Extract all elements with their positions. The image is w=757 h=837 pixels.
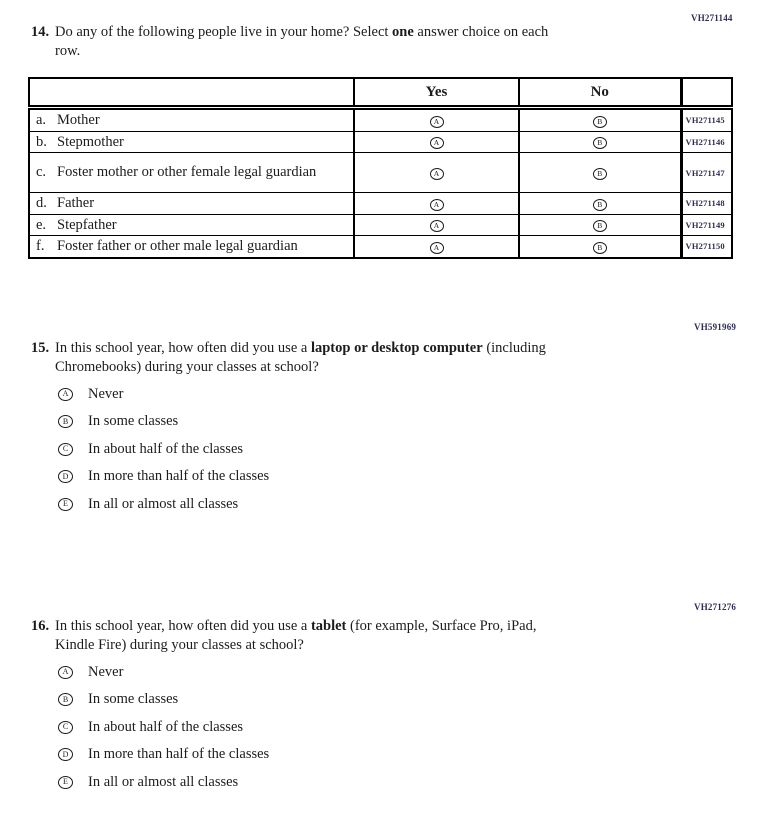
option-more-than-half bbox=[58, 469, 269, 486]
radio-q16-c[interactable]: C bbox=[58, 721, 73, 734]
table-row-mother bbox=[29, 108, 732, 132]
q14-header-code-blank bbox=[681, 78, 732, 108]
item-code-q16: VH271276 bbox=[694, 602, 737, 612]
row-label-text: Stepmother bbox=[57, 133, 124, 150]
q14-table-header-row bbox=[29, 78, 732, 108]
option-label: Never bbox=[88, 663, 124, 680]
radio-no-foster-mother[interactable]: B bbox=[593, 168, 607, 180]
row-letter: c. bbox=[36, 164, 47, 181]
option-label: In about half of the classes bbox=[88, 718, 244, 735]
question-15 bbox=[31, 339, 546, 376]
option-label: In some classes bbox=[88, 413, 179, 430]
option-label: In some classes bbox=[88, 691, 179, 708]
radio-yes-stepfather[interactable]: A bbox=[430, 220, 444, 232]
radio-q16-b[interactable]: B bbox=[58, 693, 73, 706]
question-15-number: 15. bbox=[31, 340, 50, 356]
radio-no-father[interactable]: B bbox=[593, 199, 607, 211]
q14-answer-table bbox=[28, 77, 733, 259]
question-16-options bbox=[58, 664, 269, 802]
row-letter: e. bbox=[36, 216, 47, 233]
radio-q16-d[interactable]: D bbox=[58, 748, 73, 761]
question-16-text-part: In this school year, how often did you use a bbox=[55, 618, 311, 634]
radio-q15-b[interactable]: B bbox=[58, 415, 73, 428]
radio-no-stepfather[interactable]: B bbox=[593, 220, 607, 232]
option-all-classes bbox=[58, 774, 269, 791]
row-letter: a. bbox=[36, 112, 47, 128]
option-never bbox=[58, 664, 269, 681]
question-16-text-line2: Kindle Fire) during your classes at school? bbox=[55, 636, 304, 653]
option-some-classes bbox=[58, 414, 269, 431]
row-label-text: Mother bbox=[57, 112, 100, 128]
radio-q15-c[interactable]: C bbox=[58, 443, 73, 456]
radio-q15-d[interactable]: D bbox=[58, 470, 73, 483]
question-16-text-part: (for example, Surface Pro, iPad, bbox=[346, 618, 537, 634]
radio-q15-e[interactable]: E bbox=[58, 498, 73, 511]
question-15-text-line2: Chromebooks) during your classes at school? bbox=[55, 358, 319, 375]
table-row-foster-mother bbox=[29, 153, 732, 193]
table-row-stepfather bbox=[29, 214, 732, 236]
table-row-foster-father bbox=[29, 236, 732, 258]
radio-yes-foster-father[interactable]: A bbox=[430, 242, 444, 254]
item-code-row: VH271146 bbox=[685, 136, 725, 147]
question-14 bbox=[31, 23, 548, 60]
question-14-number: 14. bbox=[31, 24, 50, 40]
question-14-text-line2: row. bbox=[55, 42, 81, 59]
option-half-classes bbox=[58, 441, 269, 458]
item-code-q14: VH271144 bbox=[691, 13, 733, 23]
radio-q16-a[interactable]: A bbox=[58, 666, 73, 679]
option-label: Never bbox=[88, 385, 124, 402]
option-never bbox=[58, 386, 269, 403]
question-16-number: 16. bbox=[31, 618, 50, 634]
option-label: In more than half of the classes bbox=[88, 746, 270, 763]
row-label-text: Foster mother or other female legal guardian bbox=[57, 164, 317, 181]
item-code-q15: VH591969 bbox=[694, 322, 737, 332]
q14-header-blank bbox=[29, 78, 354, 108]
option-more-than-half bbox=[58, 747, 269, 764]
radio-no-foster-father[interactable]: B bbox=[593, 242, 607, 254]
question-14-text-part: answer choice on each bbox=[413, 24, 549, 40]
row-letter: b. bbox=[36, 133, 47, 150]
item-code-row: VH271147 bbox=[685, 167, 725, 178]
question-15-text-bold: laptop or desktop computer bbox=[310, 340, 483, 356]
radio-no-stepmother[interactable]: B bbox=[593, 137, 607, 149]
row-letter: d. bbox=[36, 195, 47, 211]
option-label: In all or almost all classes bbox=[88, 495, 239, 512]
option-some-classes bbox=[58, 692, 269, 709]
question-16 bbox=[31, 617, 536, 654]
question-14-text bbox=[55, 23, 548, 60]
row-label-text: Father bbox=[57, 195, 95, 211]
row-label-text: Stepfather bbox=[57, 216, 117, 233]
option-label: In all or almost all classes bbox=[88, 773, 239, 790]
question-15-text-part: (including bbox=[482, 340, 546, 356]
radio-q15-a[interactable]: A bbox=[58, 388, 73, 401]
radio-q16-e[interactable]: E bbox=[58, 776, 73, 789]
item-code-row: VH271150 bbox=[685, 241, 725, 252]
item-code-row: VH271145 bbox=[685, 115, 725, 126]
row-label-text: Foster father or other male legal guardian bbox=[57, 238, 298, 254]
question-16-text bbox=[55, 617, 536, 654]
table-row-father bbox=[29, 193, 732, 215]
option-label: In more than half of the classes bbox=[88, 468, 270, 485]
radio-no-mother[interactable]: B bbox=[593, 116, 607, 128]
question-15-text-part: In this school year, how often did you use a bbox=[55, 340, 311, 356]
question-14-text-bold: one bbox=[392, 24, 414, 40]
table-row-stepmother bbox=[29, 131, 732, 153]
row-letter: f. bbox=[36, 238, 45, 254]
radio-yes-stepmother[interactable]: A bbox=[430, 137, 444, 149]
radio-yes-foster-mother[interactable]: A bbox=[430, 168, 444, 180]
radio-yes-father[interactable]: A bbox=[430, 199, 444, 211]
option-label: In about half of the classes bbox=[88, 440, 244, 457]
q14-header-no: No bbox=[519, 78, 681, 108]
question-15-text bbox=[55, 339, 546, 376]
q14-header-yes: Yes bbox=[354, 78, 519, 108]
option-half-classes bbox=[58, 719, 269, 736]
item-code-row: VH271148 bbox=[685, 198, 725, 209]
question-15-options bbox=[58, 386, 269, 524]
item-code-row: VH271149 bbox=[685, 219, 725, 230]
question-16-text-bold: tablet bbox=[310, 618, 347, 634]
question-14-text-part: Do any of the following people live in your home? Select bbox=[55, 24, 393, 40]
option-all-classes bbox=[58, 496, 269, 513]
radio-yes-mother[interactable]: A bbox=[430, 116, 444, 128]
